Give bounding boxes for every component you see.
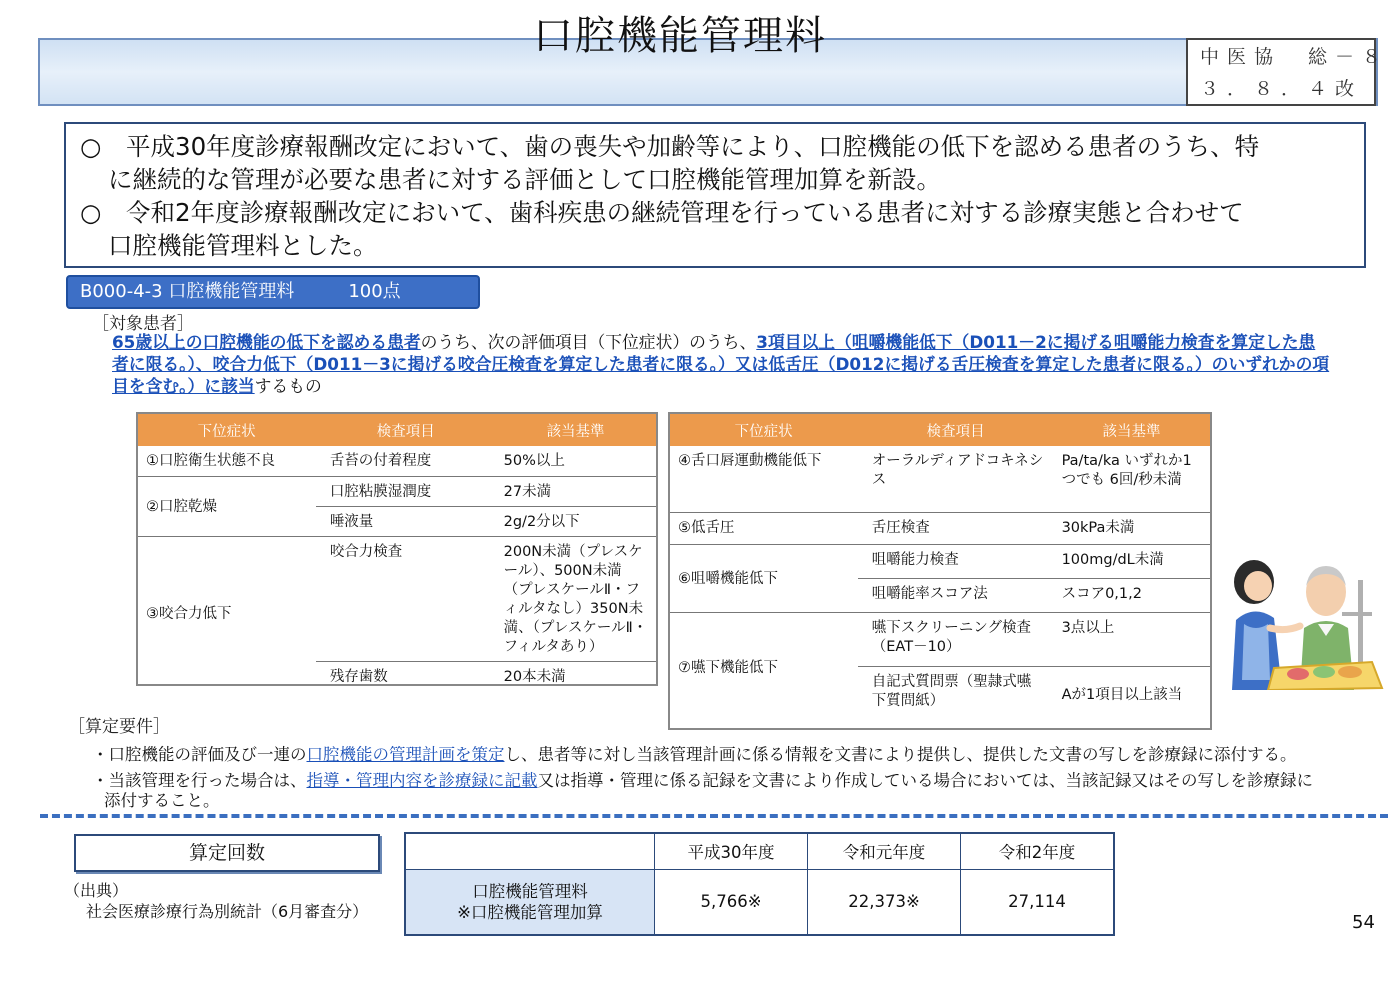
- col-header-criteria: 該当基準: [1054, 414, 1210, 446]
- criteria-cell: 200N未満（プレスケール）、500N未満（プレスケールⅡ・フィルタなし）350N未満、（プレスケールⅡ・フィルタあり）: [496, 536, 656, 661]
- requirement-text: ・口腔機能の評価及び一連の: [92, 745, 307, 764]
- criteria-cell: 3点以上: [1054, 612, 1210, 666]
- test-cell: オーラルディアドコキネシス: [858, 446, 1054, 512]
- count-row-label: [405, 869, 655, 935]
- col-header-test: 検査項目: [316, 414, 496, 446]
- test-cell: 咬合力検査: [316, 536, 496, 661]
- test-cell: 自記式質問票（聖隷式嚥下質問紙）: [871, 673, 1032, 709]
- summary-box: [64, 122, 1366, 268]
- summary-item-2: [80, 196, 1350, 262]
- stamp-line-1: 中医協 総－８: [1200, 46, 1390, 68]
- summary-item-2-line-2: 口腔機能管理料とした。: [108, 231, 378, 260]
- requirement-item-1: [92, 741, 1297, 765]
- requirements-label: ［算定要件］: [68, 717, 170, 737]
- col-header-test: 検査項目: [858, 414, 1054, 446]
- criteria-cell: スコア0,1,2: [1054, 578, 1210, 612]
- requirement-text: し、患者等に対し当該管理計画に係る情報を文書により提供し、提供した文書の写しを診療録に添付する。: [504, 745, 1297, 764]
- col-header-symptom: 下位症状: [138, 414, 316, 446]
- target-text-a: のうち、次の評価項目（下位症状）のうち、: [420, 332, 757, 352]
- count-value: 27,114: [961, 869, 1115, 935]
- criteria-cell: 30kPa未満: [1054, 512, 1210, 544]
- test-cell: 咀嚼能力検査: [858, 544, 1054, 578]
- requirement-text: ・当該管理を行った場合は、: [92, 771, 307, 790]
- criteria-cell: 20本未満: [503, 668, 566, 685]
- symptom-cell: ⑤低舌圧: [670, 512, 858, 544]
- summary-item-1-line-2: に継続的な管理が必要な患者に対する評価として口腔機能管理加算を新設。: [108, 165, 941, 194]
- target-text-b: するもの: [254, 376, 322, 396]
- count-row-label-line-2: ※口腔機能管理加算: [457, 902, 603, 922]
- test-cell: 嚥下スクリーニング検査（EAT－10）: [858, 612, 1054, 666]
- summary-item-1: [80, 130, 1350, 196]
- count-row-label-line-1: 口腔機能管理料: [472, 881, 588, 901]
- target-patients-text: [112, 331, 1332, 397]
- count-table: [404, 832, 1115, 936]
- test-cell: 唾液量: [316, 506, 496, 536]
- section-divider: [40, 814, 1388, 818]
- symptom-table-left: [136, 412, 658, 686]
- requirement-item-2-cont: 添付すること。: [104, 791, 220, 810]
- test-cell: 舌苔の付着程度: [316, 446, 496, 476]
- target-age-condition: 65歳以上の口腔機能の低下を認める患者: [112, 332, 421, 352]
- symptom-cell: ①口腔衛生状態不良: [138, 446, 316, 476]
- criteria-cell: 2g/2分以下: [496, 506, 656, 536]
- page-title: 口腔機能管理料: [533, 13, 827, 59]
- caregiver-feeding-illustration: [1222, 540, 1390, 690]
- count-value: 22,373※: [808, 869, 961, 935]
- target-label: ［対象患者］: [92, 314, 194, 334]
- test-cell: 残存歯数: [329, 668, 388, 685]
- requirement-item-2: [92, 767, 1313, 791]
- requirement-highlight: 口腔機能の管理計画を策定: [306, 745, 505, 764]
- count-header-empty: [405, 833, 655, 869]
- criteria-cell: Pa/ta/ka いずれか1つでも 6回/秒未満: [1054, 446, 1210, 512]
- test-cell: 口腔粘膜湿潤度: [316, 476, 496, 506]
- symptom-cell: ⑥咀嚼機能低下: [670, 544, 858, 612]
- symptom-cell: ③咬合力低下: [146, 606, 232, 623]
- summary-item-1-line-1: 平成30年度診療報酬改定において、歯の喪失や加齢等により、口腔機能の低下を認める患者のうち、特: [126, 132, 1260, 161]
- summary-item-2-line-1: 令和2年度診療報酬改定において、歯科疾患の継続管理を行っている患者に対する診療実態と合わせて: [126, 198, 1244, 227]
- criteria-cell: 50%以上: [496, 446, 656, 476]
- count-label: 算定回数: [74, 834, 380, 872]
- criteria-cell: Aが1項目以上該当: [1061, 686, 1183, 703]
- count-year-header: 令和2年度: [961, 833, 1115, 869]
- requirement-highlight: 指導・管理内容を診療録に記載: [306, 771, 538, 790]
- count-value: 5,766※: [655, 869, 808, 935]
- code-badge: B000-4-3 口腔機能管理料 100点: [66, 275, 480, 309]
- symptom-cell: ⑦嚥下機能低下: [678, 659, 778, 676]
- col-header-symptom: 下位症状: [670, 414, 858, 446]
- test-cell: 咀嚼能率スコア法: [858, 578, 1054, 612]
- bullet-circle: ○: [80, 132, 102, 161]
- stamp-line-2: ３．８．４改: [1200, 78, 1363, 100]
- source-text: 社会医療診療行為別統計（6月審査分）: [86, 902, 369, 921]
- bullet-circle: ○: [80, 198, 102, 227]
- target-criteria-condition: 3項目以上（咀嚼機能低下（D011－2に掲げる咀嚼能力検査を算定した患者に限る。）、咬合力低下（D011－3に掲げる咬合圧検査を算定した患者に限る。）又は低舌圧（D012に掲げる舌圧検査を算定した患者に限る。）のいずれかの項目を含む。）に該当: [112, 332, 1330, 396]
- requirement-text: 又は指導・管理に係る記録を文書により作成している場合においては、当該記録又はその写しを診療録に: [537, 771, 1313, 790]
- count-year-header: 令和元年度: [808, 833, 961, 869]
- symptom-cell: ④舌口唇運動機能低下: [670, 446, 858, 512]
- symptom-cell: ②口腔乾燥: [138, 476, 316, 536]
- source-label: （出典）: [64, 881, 129, 900]
- count-year-header: 平成30年度: [655, 833, 808, 869]
- document-stamp: [1186, 38, 1390, 106]
- page-number: 54: [1352, 912, 1375, 933]
- criteria-cell: 27未満: [496, 476, 656, 506]
- symptom-table-right: [668, 412, 1212, 730]
- col-header-criteria: 該当基準: [496, 414, 656, 446]
- criteria-cell: 100mg/dL未満: [1054, 544, 1210, 578]
- test-cell: 舌圧検査: [858, 512, 1054, 544]
